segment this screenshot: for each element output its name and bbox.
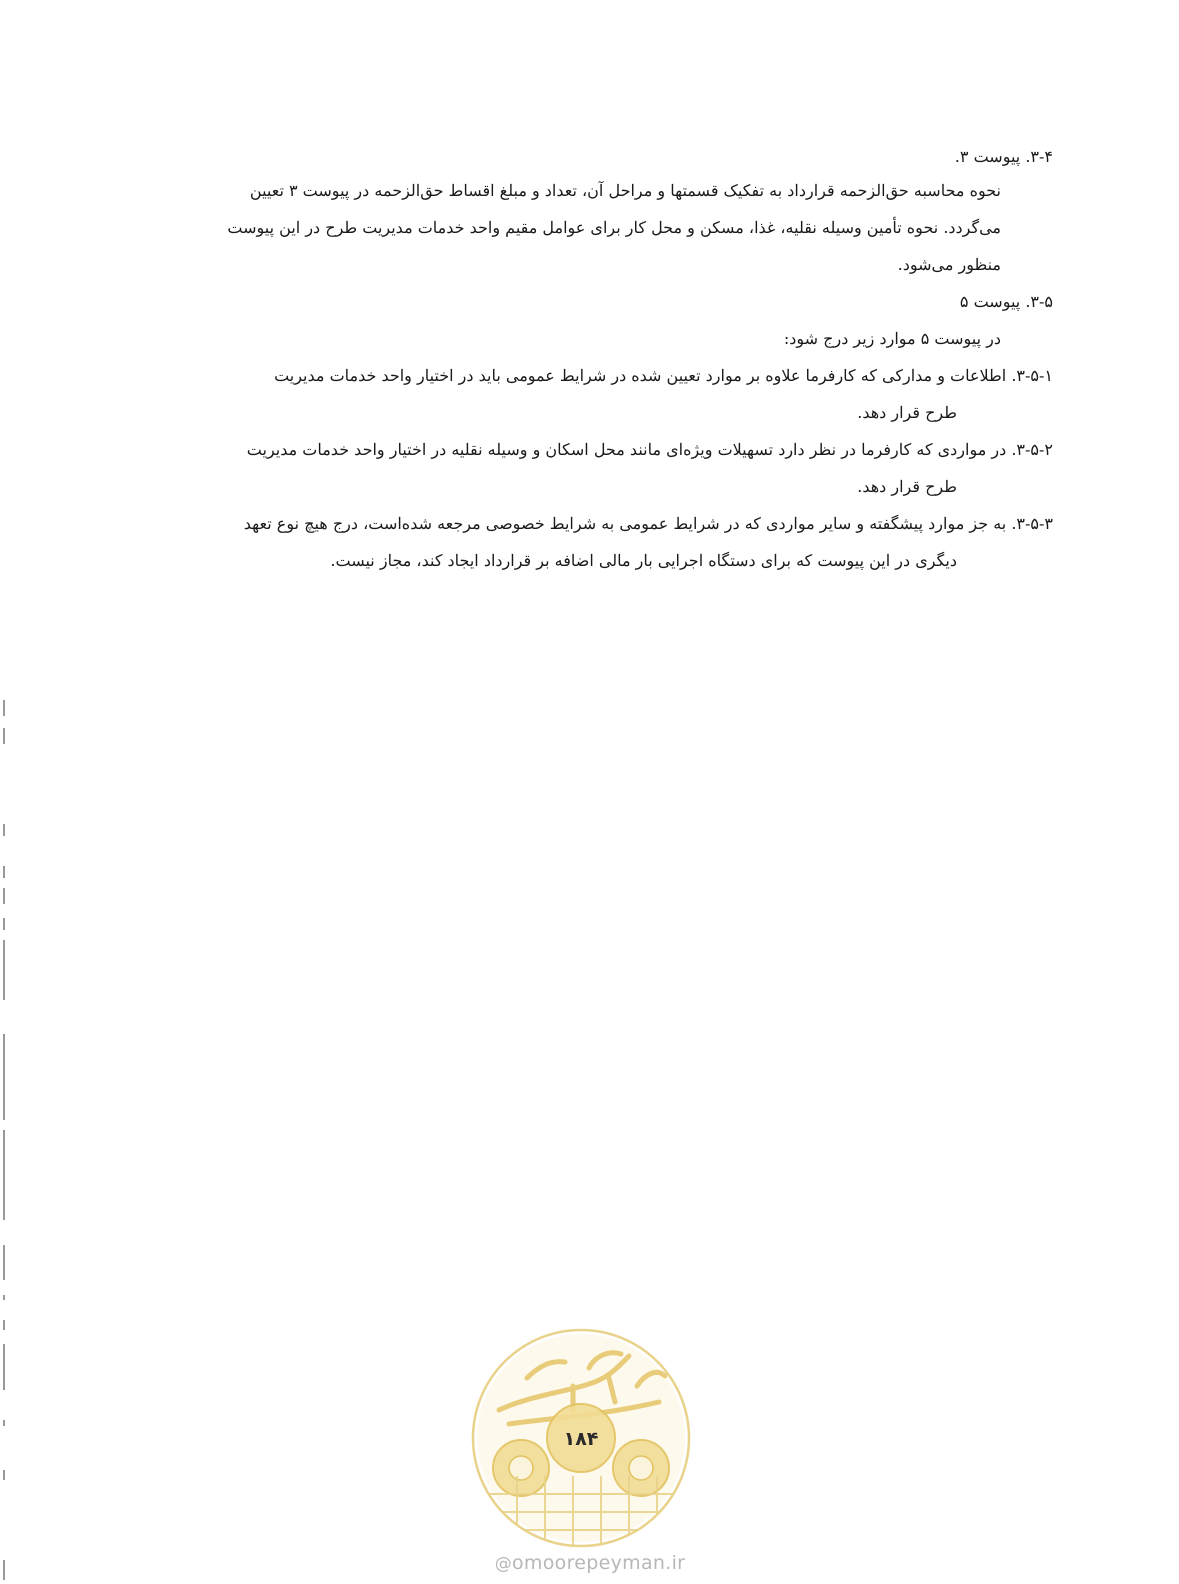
list-item-line: طرح قرار دهد. xyxy=(857,477,957,496)
paragraph-line: منظور می‌شود. xyxy=(897,255,1001,274)
at-icon: @ xyxy=(494,1554,512,1574)
list-item-line: ۳-۵-۱. اطلاعات و مدارکی که کارفرما علاوه بر موارد تعیین شده در شرایط عمومی باید در اختیار واحد خدمات مدیریت xyxy=(274,366,1053,385)
section-heading-appendix-5: ۳-۵. پیوست ۵ xyxy=(959,292,1053,311)
section-heading-appendix-3: ۳-۴. پیوست ۳. xyxy=(954,147,1053,166)
list-item-line: دیگری در این پیوست که برای دستگاه اجرایی بار مالی اضافه بر قرارداد ایجاد کند، مجاز نیست. xyxy=(330,551,957,570)
paragraph-line: می‌گردد. نحوه تأمین وسیله نقلیه، غذا، مسکن و محل کار برای عوامل مقیم واحد خدمات مدیریت طرح در این پیوست xyxy=(227,218,1001,237)
section-intro: در پیوست ۵ موارد زیر درج شود: xyxy=(783,329,1001,348)
document-body xyxy=(128,138,1053,579)
paragraph-line: نحوه محاسبه حق‌الزحمه قرارداد به تفکیک قسمتها و مراحل آن، تعداد و مبلغ اقساط حق‌الزحمه در پیوست ۳ تعیین xyxy=(249,181,1001,200)
scan-margin-marks xyxy=(2,0,6,1584)
watermark-url-text: omoorepeyman.ir xyxy=(512,1552,686,1574)
list-item-line: ۳-۵-۲. در مواردی که کارفرما در نظر دارد تسهیلات ویژه‌ای مانند محل اسکان و وسیله نقلیه در اختیار واحد خدمات مدیریت xyxy=(246,440,1053,459)
watermark-url xyxy=(480,1552,700,1574)
page-number: ۱۸۴ xyxy=(563,1428,599,1450)
list-item-line: طرح قرار دهد. xyxy=(857,403,957,422)
list-item-line: ۳-۵-۳. به جز موارد پیشگفته و سایر مواردی که در شرایط عمومی به شرایط خصوصی مرجعه شده‌است، درج هیچ نوع تعهد xyxy=(243,514,1053,533)
